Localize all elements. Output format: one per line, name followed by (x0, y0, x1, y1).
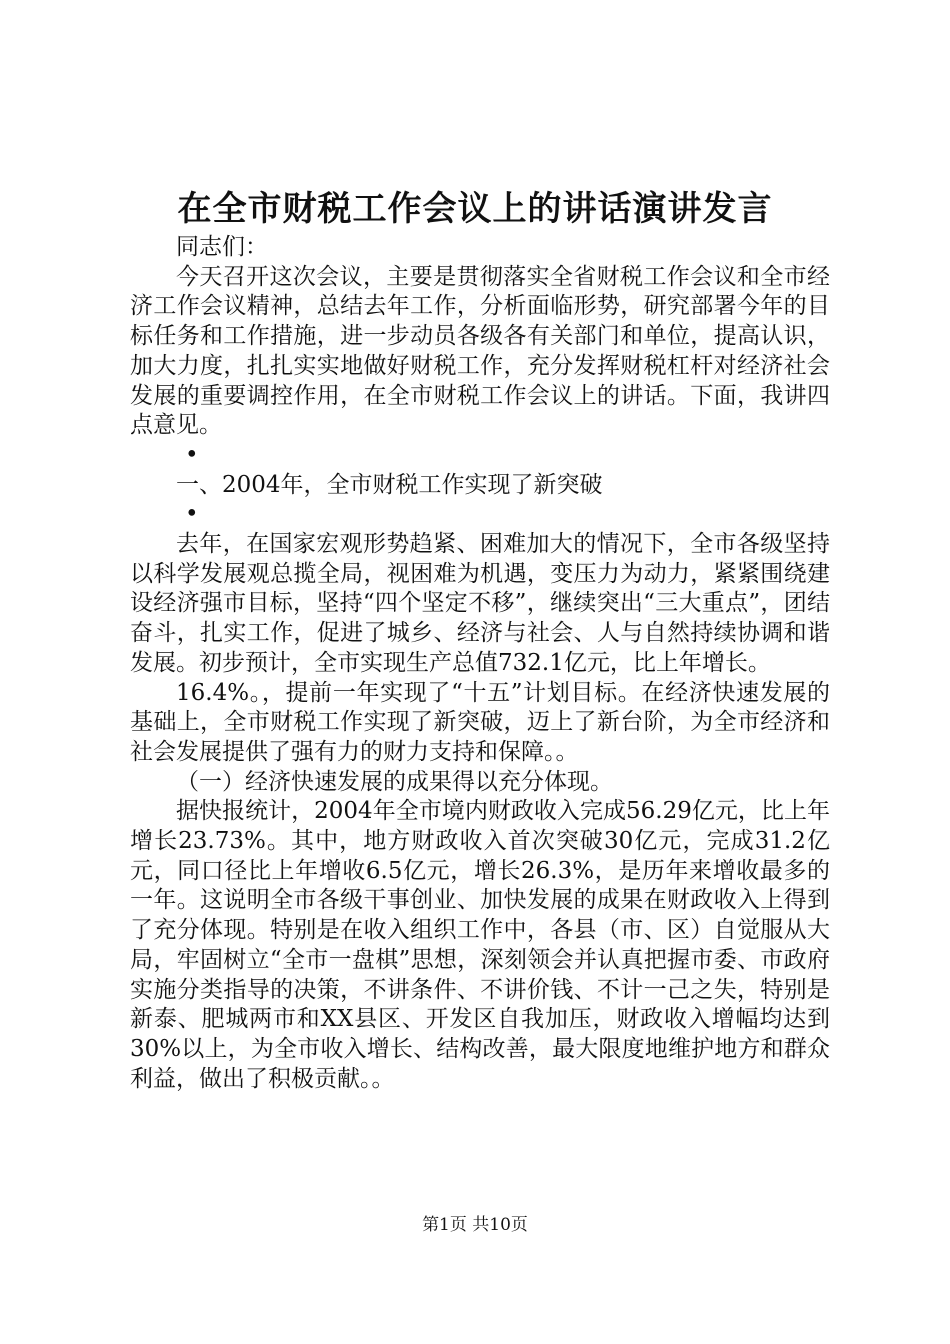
paragraph-statistics: 据快报统计，2004年全市境内财政收入完成56.29亿元，比上年增长23.73%。其中，地方财政收入首次突破30亿元，完成31.2亿元，同口径比上年增收6.5亿元，增长26.3%，是历年来增收最多的一年。这说明全市各级干事创业、加快发展的成果在财政收入上得到了充分体现。特别是在收入组织工作中，各县（市、区）自觉服从大局，牢固树立“全市一盘棋”思想，深刻领会并认真把握市委、市政府实施分类指导的决策，不讲条件、不讲价钱、不计一己之失，特别是新泰、肥城两市和XX县区、开发区自我加压，财政收入增幅均达到30%以上，为全市收入增长、结构改善，最大限度地维护地方和群众利益，做出了积极贡献。。 (130, 798, 830, 1092)
paragraph-intro: 今天召开这次会议，主要是贯彻落实全省财税工作会议和全市经济工作会议精神，总结去年工作，分析面临形势，研究部署今年的目标任务和工作措施，进一步动员各级各有关部门和单位，提高认识，加大力度，扎扎实实地做好财税工作，充分发挥财税杠杆对经济社会发展的重要调控作用，在全市财税工作会议上的讲话。下面，我讲四点意见。 (130, 263, 830, 439)
paragraph-last-year: 去年，在国家宏观形势趋紧、困难加大的情况下，全市各级坚持以科学发展观总揽全局，视困难为机遇，变压力为动力，紧紧围绕建设经济强市目标，坚持“四个坚定不移”，继续突出“三大重点”，团结奋斗，扎实工作，促进了城乡、经济与社会、人与自然持续协调和谐发展。初步预计，全市实现生产总值732.1亿元，比上年增长。 (130, 531, 830, 676)
section-heading: 一、2004年，全市财税工作实现了新突破 (176, 471, 603, 498)
page-footer: 第1页 共10页 (422, 1215, 528, 1235)
document-body (130, 233, 830, 1094)
bullet-marker: • (185, 441, 199, 468)
bullet-marker: • (185, 501, 199, 528)
salutation: 同志们： (176, 234, 268, 260)
document-title: 在全市财税工作会议上的讲话演讲发言 (177, 189, 773, 229)
paragraph-growth: 16.4%。，提前一年实现了“十五”计划目标。在经济快速发展的基础上，全市财税工作实现了新突破，迈上了新台阶，为全市经济和社会发展提供了强有力的财力支持和保障。。 (130, 679, 830, 765)
subsection-heading: （一）经济快速发展的成果得以充分体现。 (176, 768, 613, 795)
